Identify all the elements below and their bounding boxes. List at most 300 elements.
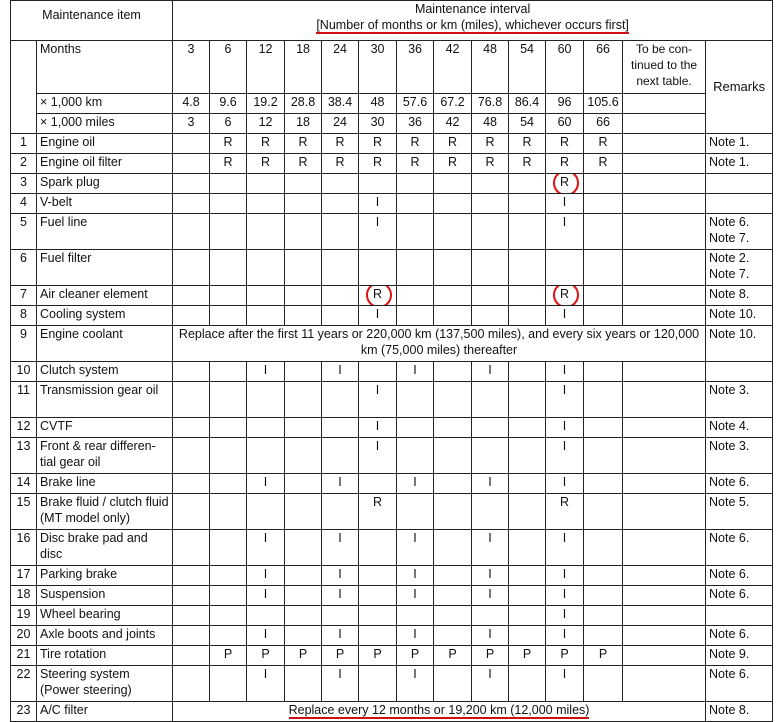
interval-cell — [434, 530, 472, 566]
action-mark: R — [410, 135, 420, 149]
interval-cell — [173, 134, 210, 154]
table-row — [11, 306, 773, 326]
interval-cell — [509, 494, 546, 530]
interval-cell — [509, 530, 546, 566]
interval-cell — [546, 530, 584, 566]
interval-cell — [472, 418, 509, 438]
interval-cell — [434, 474, 472, 494]
interval-cell — [397, 418, 434, 438]
interval-cell — [247, 250, 285, 286]
interval-cell — [173, 306, 210, 326]
continued-blank-cell — [623, 174, 706, 194]
continued-blank-cell — [623, 286, 706, 306]
interval-cell — [285, 586, 322, 606]
row-number: 5 — [11, 214, 37, 250]
interval-cell — [472, 494, 509, 530]
action-mark: I — [263, 567, 268, 581]
interval-cell — [434, 666, 472, 702]
row-number: 13 — [11, 438, 37, 474]
action-mark: I — [413, 531, 417, 545]
interval-cell — [359, 382, 397, 418]
remarks-cell — [706, 194, 773, 214]
row-number: 4 — [11, 194, 37, 214]
item-name: V-belt — [37, 194, 173, 214]
row-number: 22 — [11, 666, 37, 702]
interval-cell — [397, 174, 434, 194]
interval-cell — [546, 626, 584, 646]
km-cell: 96 — [546, 94, 584, 114]
interval-cell — [546, 134, 584, 154]
interval-cell — [546, 418, 584, 438]
continued-blank-cell — [623, 194, 706, 214]
interval-cell — [584, 382, 623, 418]
continued-blank-cell — [623, 382, 706, 418]
remarks-cell — [706, 606, 773, 626]
interval-cell — [434, 646, 472, 666]
action-mark: I — [488, 627, 492, 641]
continued-blank-cell — [623, 626, 706, 646]
miles-row — [11, 114, 773, 134]
row-number: 23 — [11, 702, 37, 722]
action-mark: R — [410, 155, 420, 169]
interval-cell — [322, 530, 359, 566]
interval-cell — [509, 646, 546, 666]
interval-cell — [247, 286, 285, 306]
continued-blank-cell — [623, 154, 706, 174]
continued-blank-cell — [623, 646, 706, 666]
item-name: Disc brake pad and disc — [37, 530, 173, 566]
interval-cell — [584, 646, 623, 666]
action-mark: I — [562, 567, 567, 581]
continued-blank-cell — [623, 606, 706, 626]
interval-cell — [322, 474, 359, 494]
interval-cell — [584, 174, 623, 194]
continued-blank-cell — [623, 362, 706, 382]
interval-cell — [397, 250, 434, 286]
miles-cell: 24 — [322, 114, 359, 134]
action-mark: R — [373, 135, 383, 149]
interval-cell — [472, 362, 509, 382]
item-name: Air cleaner element — [37, 286, 173, 306]
interval-cell — [434, 566, 472, 586]
continued-blank-cell — [623, 306, 706, 326]
action-mark: P — [298, 647, 308, 661]
interval-cell — [210, 494, 247, 530]
interval-cell — [173, 154, 210, 174]
action-mark: R — [223, 155, 233, 169]
action-mark: P — [223, 647, 233, 661]
row-number: 3 — [11, 174, 37, 194]
interval-cell — [584, 530, 623, 566]
action-mark: R — [485, 155, 495, 169]
action-mark: I — [562, 627, 567, 641]
interval-cell — [173, 362, 210, 382]
action-mark: P — [485, 647, 495, 661]
months-cell: 18 — [285, 41, 322, 94]
table-row — [11, 154, 773, 174]
interval-cell — [584, 666, 623, 702]
interval-cell — [472, 666, 509, 702]
interval-cell — [173, 174, 210, 194]
interval-cell — [322, 626, 359, 646]
blank-cell — [623, 114, 706, 134]
table-row — [11, 382, 773, 418]
row-number: 11 — [11, 382, 37, 418]
interval-cell — [322, 214, 359, 250]
action-mark: I — [562, 531, 567, 545]
circled-action-mark: R — [560, 287, 570, 301]
row-number: 1 — [11, 134, 37, 154]
interval-cell — [584, 586, 623, 606]
interval-cell — [546, 666, 584, 702]
interval-cell — [546, 194, 584, 214]
action-mark: R — [298, 135, 308, 149]
interval-note-text: Replace every 12 months or 19,200 km (12,000 miles) — [288, 703, 590, 717]
interval-cell — [509, 250, 546, 286]
item-name: Engine oil — [37, 134, 173, 154]
action-mark: P — [522, 647, 532, 661]
interval-cell — [210, 134, 247, 154]
interval-cell — [584, 214, 623, 250]
action-mark: P — [560, 647, 569, 661]
interval-cell — [359, 154, 397, 174]
interval-cell — [359, 306, 397, 326]
miles-cell: 18 — [285, 114, 322, 134]
interval-cell — [173, 666, 210, 702]
continued-blank-cell — [623, 474, 706, 494]
row-number: 10 — [11, 362, 37, 382]
interval-cell — [472, 194, 509, 214]
remarks-cell: Note 10. — [706, 306, 773, 326]
remarks-cell: Note 3. — [706, 382, 773, 418]
action-mark: R — [298, 155, 308, 169]
interval-cell — [247, 362, 285, 382]
interval-cell — [509, 586, 546, 606]
interval-cell — [173, 286, 210, 306]
interval-cell — [285, 286, 322, 306]
action-mark: I — [263, 587, 268, 601]
action-mark: R — [373, 155, 383, 169]
interval-note-text: Replace after the first 11 years or 220,000 km (137,500 miles), and every six years or 120,000 km (75,000 miles) thereafter — [178, 327, 700, 357]
interval-cell — [584, 306, 623, 326]
action-mark: P — [261, 647, 270, 661]
remarks-cell: Note 2. Note 7. — [706, 250, 773, 286]
interval-cell — [397, 474, 434, 494]
remarks-cell — [706, 174, 773, 194]
action-mark: I — [338, 363, 342, 377]
interval-cell — [584, 606, 623, 626]
interval-cell — [322, 666, 359, 702]
interval-cell — [247, 306, 285, 326]
interval-cell — [434, 606, 472, 626]
item-name: Brake fluid / clutch fluid (MT model only) — [37, 494, 173, 530]
action-mark: R — [223, 135, 233, 149]
item-name: CVTF — [37, 418, 173, 438]
interval-cell — [173, 646, 210, 666]
item-name: Cooling system — [37, 306, 173, 326]
interval-cell — [359, 530, 397, 566]
interval-cell — [546, 566, 584, 586]
months-cell: 30 — [359, 41, 397, 94]
action-mark: I — [338, 475, 342, 489]
action-mark: R — [261, 155, 271, 169]
interval-cell — [322, 286, 359, 306]
interval-cell — [322, 174, 359, 194]
action-mark: R — [261, 135, 271, 149]
interval-cell — [397, 606, 434, 626]
interval-cell — [584, 566, 623, 586]
interval-cell — [173, 474, 210, 494]
action-mark: I — [488, 363, 492, 377]
interval-cell — [322, 154, 359, 174]
table-row — [11, 326, 773, 362]
miles-cell: 30 — [359, 114, 397, 134]
interval-cell — [210, 362, 247, 382]
remarks-cell: Note 3. — [706, 438, 773, 474]
interval-cell — [359, 214, 397, 250]
interval-cell — [322, 306, 359, 326]
interval-cell — [434, 194, 472, 214]
months-cell: 12 — [247, 41, 285, 94]
interval-cell — [397, 214, 434, 250]
interval-cell — [472, 626, 509, 646]
interval-cell — [397, 566, 434, 586]
action-mark: I — [338, 627, 342, 641]
maintenance-schedule-table — [10, 0, 773, 722]
action-mark: R — [485, 135, 495, 149]
miles-label: × 1,000 miles — [37, 114, 173, 134]
item-name: Wheel bearing — [37, 606, 173, 626]
interval-cell — [584, 154, 623, 174]
interval-cell — [397, 646, 434, 666]
interval-cell — [322, 494, 359, 530]
miles-cell: 3 — [173, 114, 210, 134]
interval-cell — [210, 174, 247, 194]
action-mark: I — [413, 475, 417, 489]
interval-cell — [434, 286, 472, 306]
continued-blank-cell — [623, 250, 706, 286]
interval-cell — [322, 646, 359, 666]
miles-cell: 66 — [584, 114, 623, 134]
interval-cell — [472, 134, 509, 154]
interval-cell — [546, 362, 584, 382]
interval-cell — [434, 214, 472, 250]
months-row — [11, 41, 773, 94]
action-mark: I — [562, 215, 567, 229]
row-number: 12 — [11, 418, 37, 438]
action-mark: I — [263, 627, 268, 641]
action-mark: I — [413, 667, 417, 681]
interval-cell — [397, 362, 434, 382]
action-mark: I — [413, 363, 417, 377]
interval-cell — [322, 438, 359, 474]
miles-cell: 36 — [397, 114, 434, 134]
maintenance-item-header: Maintenance item — [11, 1, 173, 41]
interval-cell — [247, 438, 285, 474]
months-cell: 48 — [472, 41, 509, 94]
action-mark: I — [562, 307, 567, 321]
interval-cell — [322, 194, 359, 214]
interval-cell — [509, 566, 546, 586]
action-mark: R — [560, 155, 570, 169]
interval-cell — [210, 586, 247, 606]
interval-cell — [322, 418, 359, 438]
km-label: × 1,000 km — [37, 94, 173, 114]
remarks-cell: Note 6. — [706, 666, 773, 702]
item-name: Clutch system — [37, 362, 173, 382]
action-mark: I — [375, 307, 380, 321]
interval-cell — [322, 382, 359, 418]
remarks-cell: Note 6. — [706, 586, 773, 606]
interval-cell — [546, 154, 584, 174]
row-number: 6 — [11, 250, 37, 286]
interval-cell — [434, 626, 472, 646]
interval-cell — [247, 566, 285, 586]
interval-cell — [584, 474, 623, 494]
action-mark: I — [338, 587, 342, 601]
table-row — [11, 362, 773, 382]
action-mark: I — [562, 587, 567, 601]
interval-cell — [359, 586, 397, 606]
interval-cell — [509, 286, 546, 306]
km-cell: 9.6 — [210, 94, 247, 114]
action-mark: I — [562, 195, 567, 209]
interval-cell — [210, 474, 247, 494]
interval-cell — [434, 494, 472, 530]
interval-cell — [173, 214, 210, 250]
interval-cell — [173, 418, 210, 438]
action-mark: R — [522, 155, 532, 169]
continued-blank-cell — [623, 214, 706, 250]
interval-cell — [173, 606, 210, 626]
table-row — [11, 214, 773, 250]
interval-cell — [397, 286, 434, 306]
interval-cell — [285, 154, 322, 174]
table-row — [11, 418, 773, 438]
interval-cell — [546, 474, 584, 494]
item-name: Fuel line — [37, 214, 173, 250]
interval-cell — [434, 382, 472, 418]
blank-cell — [623, 94, 706, 114]
interval-cell — [210, 566, 247, 586]
action-mark: I — [263, 363, 268, 377]
interval-cell — [210, 214, 247, 250]
remarks-cell: Note 1. — [706, 154, 773, 174]
row-number: 21 — [11, 646, 37, 666]
km-cell: 48 — [359, 94, 397, 114]
interval-cell — [397, 438, 434, 474]
interval-cell — [285, 646, 322, 666]
interval-cell — [584, 250, 623, 286]
interval-cell — [546, 382, 584, 418]
interval-cell — [285, 626, 322, 646]
interval-cell — [285, 174, 322, 194]
months-cell: 24 — [322, 41, 359, 94]
interval-cell — [434, 250, 472, 286]
interval-cell — [210, 382, 247, 418]
months-cell: 66 — [584, 41, 623, 94]
interval-cell — [584, 362, 623, 382]
table-row — [11, 530, 773, 566]
interval-cell — [472, 438, 509, 474]
interval-cell — [322, 586, 359, 606]
interval-cell — [359, 438, 397, 474]
table-row — [11, 606, 773, 626]
row-number: 9 — [11, 326, 37, 362]
interval-cell — [546, 306, 584, 326]
action-mark: I — [375, 215, 380, 229]
table-row — [11, 286, 773, 306]
interval-cell — [247, 474, 285, 494]
interval-cell — [472, 250, 509, 286]
km-cell: 105.6 — [584, 94, 623, 114]
interval-cell — [359, 666, 397, 702]
action-mark: P — [335, 647, 345, 661]
interval-cell — [173, 586, 210, 606]
action-mark: I — [413, 627, 417, 641]
interval-cell — [210, 666, 247, 702]
interval-cell — [397, 626, 434, 646]
interval-cell — [210, 626, 247, 646]
miles-cell: 12 — [247, 114, 285, 134]
table-row — [11, 626, 773, 646]
row-number: 14 — [11, 474, 37, 494]
interval-cell — [434, 438, 472, 474]
action-mark: I — [263, 475, 268, 489]
item-name: Engine oil filter — [37, 154, 173, 174]
interval-cell — [247, 646, 285, 666]
row-number: 18 — [11, 586, 37, 606]
miles-cell: 42 — [434, 114, 472, 134]
remarks-cell: Note 6. — [706, 530, 773, 566]
continued-blank-cell — [623, 666, 706, 702]
interval-cell — [472, 306, 509, 326]
interval-cell — [210, 646, 247, 666]
continued-blank-cell — [623, 530, 706, 566]
row-number: 17 — [11, 566, 37, 586]
item-name: Parking brake — [37, 566, 173, 586]
months-cell: 6 — [210, 41, 247, 94]
km-cell: 67.2 — [434, 94, 472, 114]
action-mark: I — [562, 475, 567, 489]
continued-note: To be con-tinued to the next table. — [623, 41, 706, 94]
blank-number-cell — [11, 41, 37, 134]
interval-cell — [359, 362, 397, 382]
interval-cell — [434, 362, 472, 382]
remarks-cell: Note 10. — [706, 326, 773, 362]
interval-cell — [285, 382, 322, 418]
miles-cell: 60 — [546, 114, 584, 134]
row-number: 7 — [11, 286, 37, 306]
interval-cell — [359, 174, 397, 194]
item-name: Fuel filter — [37, 250, 173, 286]
interval-cell — [509, 418, 546, 438]
action-mark: P — [410, 647, 420, 661]
interval-cell — [397, 194, 434, 214]
interval-cell — [173, 626, 210, 646]
action-mark: I — [488, 667, 492, 681]
schedule-body — [11, 134, 773, 722]
remarks-cell: Note 9. — [706, 646, 773, 666]
months-cell: 42 — [434, 41, 472, 94]
interval-cell — [359, 566, 397, 586]
action-mark: I — [488, 587, 492, 601]
item-name: Brake line — [37, 474, 173, 494]
row-number: 2 — [11, 154, 37, 174]
interval-cell — [509, 194, 546, 214]
action-mark: I — [488, 475, 492, 489]
interval-cell — [285, 566, 322, 586]
